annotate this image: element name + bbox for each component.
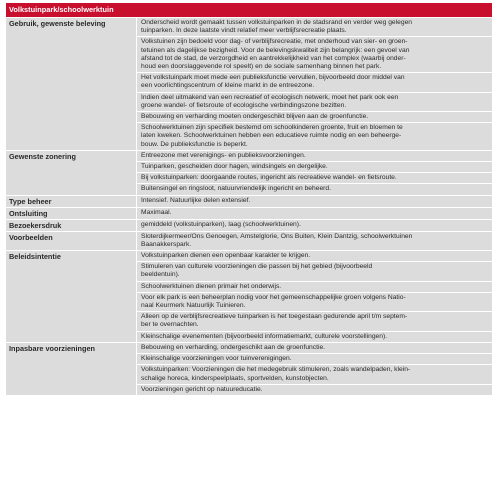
row-paragraph: Tuinparken, gescheiden door hagen, windsingels en dergelijke.	[137, 161, 492, 172]
row-paragraph: Het volkstuinpark moet mede een publieksfunctie vervullen, bijvoorbeeld door middel van een voorlichtingscentrum of kleine markt in de entreezone.	[137, 72, 492, 91]
table-title: Volkstuinpark/schoolwerktuin	[6, 3, 492, 17]
row-label: Gebruik, gewenste beleving	[6, 18, 137, 150]
row-label: Type beheer	[6, 196, 137, 207]
row-paragraph: Indien deel uitmakend van een recreatief of ecologisch netwerk, moet het park ook een groene wandel- of fietsroute of ecologische verbindingszone bezitten.	[137, 92, 492, 111]
row-label: Inpasbare voorzieningen	[6, 343, 137, 395]
table-row	[6, 150, 492, 195]
table-row	[6, 231, 492, 250]
row-label: Gewenste zonering	[6, 151, 137, 195]
row-paragraph: Volkstuinen zijn bedoeld voor dag- of verblijfsrecreatie, met onderhoud van sier- en groen- tetuinen als dagelijkse bezigheid. Voor de belevingskwaliteit zijn belangrijk: een gevoel van afstand tot de stad, de verzorgdheid en aantrekkelijkheid van het complex (waarbij onder- houd een doorslaggevende rol speelt) en de sociale samenhang binnen het park.	[137, 36, 492, 72]
row-content	[137, 343, 492, 395]
row-paragraph: Bebouwing en verharding, ondergeschikt aan de groenfunctie.	[141, 343, 326, 351]
row-paragraph: Bij volkstuinparken: doorgaande routes, ingericht als recreatieve wandel- en fietsroute.	[137, 172, 492, 183]
table-row	[6, 17, 492, 150]
row-paragraph: Intensief. Natuurlijke delen extensief.	[141, 196, 251, 204]
table-row	[6, 250, 492, 342]
row-paragraph: Entreezone met verenigings- en publieksvoorzieningen.	[141, 151, 306, 159]
row-paragraph: Maximaal.	[141, 208, 172, 216]
row-content	[137, 196, 492, 207]
row-paragraph: Kleinschalige evenementen (bijvoorbeeld informatiemarkt, culturele voorstellingen).	[137, 331, 492, 342]
row-paragraph: gemiddeld (volkstuinparken), laag (schoolwerktuinen).	[141, 220, 301, 228]
table-row	[6, 195, 492, 207]
row-paragraph: Stimuleren van culturele voorzieningen die passen bij het gebied (bijvoorbeeld beeldentuin).	[137, 261, 492, 280]
row-content	[137, 18, 492, 150]
row-paragraph: Alleen op de verblijfsrecreatieve tuinparken is het toegestaan gedurende april t/m septem- ber te overnachten.	[137, 311, 492, 330]
table-row	[6, 219, 492, 231]
row-paragraph: Sloterdijkermeer/Ons Genoegen, Amstelglorie, Ons Buiten, Klein Dantzig, schoolwerktuinen Baanakkerspark.	[141, 232, 413, 248]
row-paragraph: Buitensingel en ringsloot, natuurvriendelijk ingericht en beheerd.	[137, 183, 492, 194]
row-content	[137, 220, 492, 231]
row-paragraph: Voorzieningen gericht op natuureducatie.	[137, 384, 492, 395]
row-content	[137, 251, 492, 342]
row-content	[137, 208, 492, 219]
table-row	[6, 342, 492, 395]
row-paragraph: Onderscheid wordt gemaakt tussen volkstuinparken in de stadsrand en verder weg gelegen tuinparken. In deze laatste vindt relatief meer verblijfsrecreatie plaats.	[141, 19, 413, 35]
table-row	[6, 207, 492, 219]
row-paragraph: Volkstuinparken dienen een openbaar karakter te krijgen.	[141, 252, 311, 260]
row-label: Ontsluiting	[6, 208, 137, 219]
row-label: Beleidsintentie	[6, 251, 137, 342]
row-content	[137, 232, 492, 250]
row-paragraph: Voor elk park is een beheerplan nodig voor het gemeenschappelijke groen volgens Natio- naal Keurmerk Natuurlijk Tuinieren.	[137, 292, 492, 311]
row-paragraph: Volkstuinparken: Voorzieningen die het medegebruik stimuleren, zoals wandelpaden, klein- schalige horeca, kinderspeelplaats, sportvelden, kunstobjecten.	[137, 364, 492, 383]
row-content	[137, 151, 492, 195]
row-paragraph: Schoolwerktuinen zijn specifiek bestemd om schoolkinderen groente, fruit en bloemen te laten kweken. Schoolwerktuinen hebben een educatieve ruimte nodig en een beheerge- bouw. De publieksfunctie is beperkt.	[137, 122, 492, 150]
row-label: Voorbeelden	[6, 232, 137, 250]
row-label: Bezoekersdruk	[6, 220, 137, 231]
policy-table	[6, 3, 492, 395]
table-body	[6, 17, 492, 395]
row-paragraph: Bebouwing en verharding moeten ondergeschikt blijven aan de groenfunctie.	[137, 111, 492, 122]
row-paragraph: Schoolwerktuinen dienen primair het onderwijs.	[137, 281, 492, 292]
row-paragraph: Kleinschalige voorzieningen voor tuinverenigingen.	[137, 353, 492, 364]
